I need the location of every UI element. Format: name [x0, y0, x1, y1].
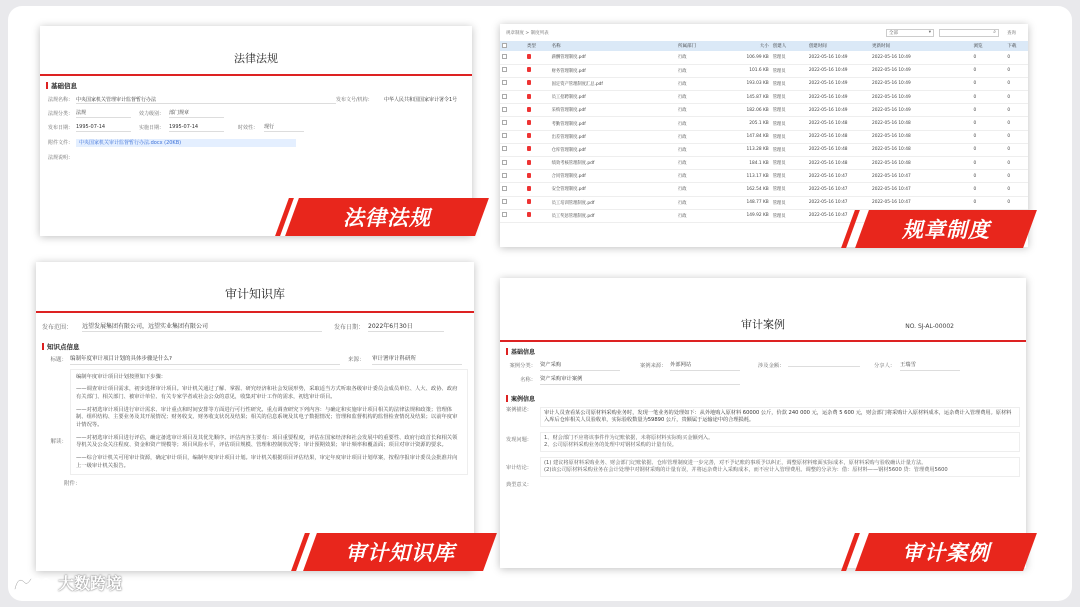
case-amount-field[interactable]: [788, 366, 860, 367]
kb-ribbon-text: 审计知识库: [345, 541, 455, 565]
row-name-cell[interactable]: 合同管理制度.pdf: [550, 170, 676, 183]
row-size-cell: 113.28 KB: [732, 143, 770, 156]
row-type-cell: [525, 209, 550, 222]
header-type[interactable]: 类型: [525, 41, 550, 51]
row-created-cell: 2022-05-16 10:47: [807, 183, 870, 196]
pdf-file-icon: [527, 160, 531, 165]
kb-topic-field[interactable]: 编制年度审计项目计划的具体步骤是什么?: [70, 356, 340, 364]
row-dept-cell: 行政: [676, 157, 732, 170]
pdf-file-icon: [527, 120, 531, 125]
kb-paragraph: ——对初选审计项目进行审计需求、审计重点和时间安排等方面进行可行性研究。重点调查研究下列内容：与确定和实施审计项目相关的法律法规和政策；管理体制、组织结构、主要业务及其开展情况；财务收支、财务收支状况及结果；相关的信息系统及其电子数据情况；管理和监督机构的监督检查情况及结果；以前年度审计情况等。: [76, 406, 458, 428]
row-size-cell: 145.87 KB: [732, 91, 770, 104]
row-created-cell: 2022-05-16 10:49: [807, 64, 870, 77]
row-dept-cell: 行政: [676, 117, 732, 130]
header-created[interactable]: 创建时间: [807, 41, 870, 51]
row-created-cell: 2022-05-16 10:47: [807, 170, 870, 183]
table-row[interactable]: [500, 51, 1028, 64]
row-select-cell[interactable]: [500, 64, 525, 77]
row-updated-cell: 2022-05-16 10:48: [870, 157, 972, 170]
row-name-cell[interactable]: 员工招聘制度.pdf: [550, 91, 676, 104]
case-type-label: 典型意义：: [506, 481, 532, 488]
row-created-cell: 2022-05-16 10:49: [807, 104, 870, 117]
rules-table: [500, 41, 1028, 223]
row-creator-cell: 管理员: [771, 77, 807, 90]
row-checkbox[interactable]: [502, 80, 507, 85]
row-dept-cell: 行政: [676, 170, 732, 183]
row-downloads-cell: 0: [1005, 77, 1028, 90]
header-name[interactable]: 名称: [550, 41, 676, 51]
laws-name-label: 法规名称：: [48, 97, 74, 104]
table-row[interactable]: [500, 143, 1028, 156]
table-row[interactable]: [500, 91, 1028, 104]
laws-section-basic: 基础信息: [46, 81, 472, 90]
kb-answer-label: 解读：: [50, 438, 67, 445]
kb-paragraph: ——综合审计机关可用审计资源，确定审计项目，编制年度审计项目计划。审计机关根据项目评估结果，审定年度审计项目计划草案，按程序报审计委员会批准并向上一级审计机关报告。: [76, 454, 458, 469]
row-downloads-cell: 0: [1005, 183, 1028, 196]
row-dept-cell: 行政: [676, 209, 732, 222]
case-card: [500, 278, 1026, 568]
case-opinion-line: (1) 建议将原材料采购业务、财会部门记账依据、仓库管理制度进一步完善，对不予记账的事项予以纠正，调整原材料账面实际成本，原材料采购与验收确认计量方法。: [544, 459, 927, 466]
laws-type-label: 法规分类：: [48, 110, 74, 117]
laws-issuer-field[interactable]: 中华人民共和国国家审计署令1号: [384, 97, 458, 104]
row-views-cell: 0: [972, 157, 1006, 170]
row-select-cell[interactable]: [500, 143, 525, 156]
row-checkbox[interactable]: [502, 120, 507, 125]
table-row[interactable]: [500, 130, 1028, 143]
pdf-file-icon: [527, 54, 531, 59]
row-size-cell: 149.92 KB: [732, 209, 770, 222]
laws-impl-label: 实施日期：: [139, 124, 165, 131]
row-type-cell: [525, 196, 550, 209]
row-created-cell: 2022-05-16 10:47: [807, 196, 870, 209]
row-dept-cell: 行政: [676, 130, 732, 143]
row-type-cell: [525, 117, 550, 130]
kb-org-field[interactable]: 远望发展集团有限公司，远望实业集团有限公司: [82, 323, 322, 332]
row-type-cell: [525, 143, 550, 156]
header-size[interactable]: 大小: [732, 41, 770, 51]
rules-search-input[interactable]: [939, 29, 999, 37]
row-views-cell: 0: [972, 143, 1006, 156]
case-ribbon: [862, 533, 1030, 571]
case-src-field[interactable]: 外部网站: [670, 362, 740, 370]
case-cat-field[interactable]: 资产采购: [540, 362, 620, 370]
row-dept-cell: 行政: [676, 77, 732, 90]
row-checkbox[interactable]: [502, 67, 507, 72]
row-select-cell[interactable]: [500, 104, 525, 117]
row-downloads-cell: 0: [1005, 64, 1028, 77]
row-created-cell: 2022-05-16 10:48: [807, 157, 870, 170]
row-creator-cell: 管理员: [771, 157, 807, 170]
case-name-label: 名称：: [520, 376, 536, 383]
pdf-file-icon: [527, 133, 531, 138]
row-name-cell[interactable]: 员工培训管理制度.pdf: [550, 196, 676, 209]
pdf-file-icon: [527, 80, 531, 85]
case-problem-item: 2、公司原材料采购业务的处理中对钢材采购的计量有误。: [544, 441, 677, 448]
row-type-cell: [525, 104, 550, 117]
table-row[interactable]: [500, 196, 1028, 209]
row-select-cell[interactable]: [500, 91, 525, 104]
row-size-cell: 193.03 KB: [732, 77, 770, 90]
kb-date-field[interactable]: 2022年6月30日: [368, 323, 444, 332]
row-type-cell: [525, 64, 550, 77]
row-checkbox[interactable]: [502, 54, 507, 59]
row-size-cell: 162.54 KB: [732, 183, 770, 196]
kb-paragraph: ——调查审计项目需求，初步选择审计项目。审计机关通过了解、掌握、研究经济和社会发展形势，采取适当方式听取各级审计委员会成员单位、人大、政协、政府有关部门、相关部门、被审计单位、有关专家学者或社会公众的意见，收集对审计工作的需求，初选审计项目。: [76, 386, 458, 400]
table-row[interactable]: [500, 157, 1028, 170]
row-creator-cell: 管理员: [771, 209, 807, 222]
case-problem-field[interactable]: [540, 432, 1020, 452]
row-downloads-cell: 0: [1005, 104, 1028, 117]
row-size-cell: 184.1 KB: [732, 157, 770, 170]
row-select-cell[interactable]: [500, 209, 525, 222]
row-checkbox[interactable]: [502, 133, 507, 138]
laws-issuer-label: 发布文号/机构：: [336, 97, 373, 104]
laws-name-field[interactable]: 中央国家机关管理审计监督暂行办法: [76, 97, 336, 105]
laws-impl-field[interactable]: 1995-07-14: [169, 124, 224, 132]
row-name-cell[interactable]: 仓库管理制度.pdf: [550, 143, 676, 156]
header-downloads[interactable]: 下载: [1005, 41, 1028, 51]
case-opinion-field[interactable]: [540, 457, 1020, 477]
row-select-cell[interactable]: [500, 117, 525, 130]
row-select-cell[interactable]: [500, 170, 525, 183]
row-name-cell[interactable]: 安全管理制度.pdf: [550, 183, 676, 196]
kb-source-label: 来源：: [348, 356, 365, 363]
row-views-cell: 0: [972, 51, 1006, 64]
kb-title: 审计知识库: [224, 287, 285, 301]
row-checkbox[interactable]: [502, 173, 507, 178]
pdf-file-icon: [527, 67, 531, 72]
row-created-cell: 2022-05-16 10:48: [807, 130, 870, 143]
laws-title: 法律法规: [234, 52, 278, 65]
chevron-down-icon: ▾: [928, 30, 931, 35]
laws-desc-label: 法规说明：: [48, 154, 74, 161]
kb-attach-label: 附件：: [64, 481, 81, 488]
row-name-cell[interactable]: 考勤管理制度.pdf: [550, 117, 676, 130]
row-creator-cell: 管理员: [771, 170, 807, 183]
case-opinion-label: 审计结论：: [506, 464, 532, 471]
row-type-cell: [525, 130, 550, 143]
laws-status-label: 时效性：: [238, 124, 259, 131]
pdf-file-icon: [527, 199, 531, 204]
case-amount-label: 涉及金额：: [758, 362, 785, 369]
row-created-cell: 2022-05-16 10:48: [807, 143, 870, 156]
laws-file-label: 附件文件：: [48, 139, 74, 146]
row-type-cell: [525, 170, 550, 183]
row-name-cell[interactable]: 采购管理制度.pdf: [550, 104, 676, 117]
row-views-cell: 0: [972, 64, 1006, 77]
row-views-cell: 0: [972, 117, 1006, 130]
row-name-cell[interactable]: 绩效考核管理制度.pdf: [550, 157, 676, 170]
table-row[interactable]: [500, 170, 1028, 183]
row-creator-cell: 管理员: [771, 51, 807, 64]
row-select-cell[interactable]: [500, 196, 525, 209]
laws-date-field[interactable]: 1995-07-14: [76, 124, 131, 132]
row-type-cell: [525, 77, 550, 90]
select-all-checkbox[interactable]: [502, 43, 507, 48]
row-type-cell: [525, 183, 550, 196]
laws-file-link[interactable]: 中央国家机关审计监督暂行办法.docx (20KB): [76, 139, 296, 148]
row-downloads-cell: 0: [1005, 196, 1028, 209]
row-created-cell: 2022-05-16 10:49: [807, 51, 870, 64]
rules-breadcrumb[interactable]: 规章制度 > 制度列表: [506, 30, 549, 36]
row-checkbox[interactable]: [502, 186, 507, 191]
case-name-field[interactable]: 资产采购审计案例: [540, 376, 740, 384]
table-row[interactable]: [500, 104, 1028, 117]
case-opinion-line: (2)该公司原材料采购业务在会计处理中对钢材采购的计量有误，并将运杂费计入采购成本，而不应计入管理费用。调整的分录为：借：原材料——钢材5600 贷：管理费用5600: [544, 466, 948, 473]
pdf-file-icon: [527, 107, 531, 112]
row-views-cell: 0: [972, 104, 1006, 117]
row-downloads-cell: 0: [1005, 143, 1028, 156]
row-size-cell: 182.06 KB: [732, 104, 770, 117]
brand-logo-icon: [12, 573, 52, 593]
row-dept-cell: 行政: [676, 104, 732, 117]
case-title-divider: [500, 340, 1026, 342]
row-creator-cell: 管理员: [771, 91, 807, 104]
row-dept-cell: 行政: [676, 143, 732, 156]
kb-paragraph: 编制年度审计项目计划按照如下步骤：: [76, 373, 167, 380]
laws-status-field[interactable]: 现行: [264, 124, 304, 132]
row-updated-cell: 2022-05-16 10:47: [870, 196, 972, 209]
case-src-label: 案例来源：: [640, 362, 667, 369]
row-checkbox[interactable]: [502, 94, 507, 99]
pdf-file-icon: [527, 146, 531, 151]
case-summary-label: 案例描述：: [506, 406, 532, 413]
row-views-cell: 0: [972, 170, 1006, 183]
case-section-detail: 案例信息: [506, 394, 1026, 403]
row-size-cell: 106.99 KB: [732, 51, 770, 64]
row-updated-cell: 2022-05-16 10:49: [870, 51, 972, 64]
row-name-cell[interactable]: 固定资产管理制度汇总.pdf: [550, 77, 676, 90]
table-row[interactable]: [500, 183, 1028, 196]
row-dept-cell: 行政: [676, 51, 732, 64]
laws-title-divider: [40, 74, 472, 76]
kb-topic-label: 标题：: [50, 356, 67, 363]
row-updated-cell: 2022-05-16 10:47: [870, 183, 972, 196]
row-downloads-cell: 0: [1005, 130, 1028, 143]
pdf-file-icon: [527, 212, 531, 217]
row-checkbox[interactable]: [502, 146, 507, 151]
table-row[interactable]: [500, 77, 1028, 90]
row-creator-cell: 管理员: [771, 143, 807, 156]
laws-level-field[interactable]: 部门规章: [169, 110, 224, 118]
table-row[interactable]: [500, 117, 1028, 130]
laws-ribbon-text: 法律法规: [343, 206, 431, 230]
row-downloads-cell: 0: [1005, 117, 1028, 130]
case-problem-label: 发现问题：: [506, 436, 532, 443]
header-views[interactable]: 浏览: [972, 41, 1006, 51]
row-size-cell: 148.77 KB: [732, 196, 770, 209]
case-cat-label: 案例分类：: [509, 362, 536, 369]
case-problem-item: 1、财会部门不应将该事件作为记账依据，未将原材料实际购买金额列入。: [544, 434, 714, 441]
row-downloads-cell: 0: [1005, 51, 1028, 64]
kb-answer-box[interactable]: [70, 369, 468, 476]
row-name-cell[interactable]: 薪酬管理制度.pdf: [550, 51, 676, 64]
row-size-cell: 101.6 KB: [732, 64, 770, 77]
pdf-file-icon: [527, 173, 531, 178]
row-dept-cell: 行政: [676, 183, 732, 196]
rules-filter-select[interactable]: [886, 29, 934, 37]
kb-paragraph: ——对初选审计项目进行评估，确定备选审计项目及其优先顺序。评估内容主要有：项目重要程度，评估在国家经济和社会发展中的重要性、政府行政首长和相关领导机关及公众关注程度、资金和资产规模等；项目风险水平，评估项目规模、管理和控制状况等；审计预期效果；审计频率和覆盖面；项目对审计资源的要求。: [76, 434, 458, 449]
row-updated-cell: 2022-05-16 10:48: [870, 143, 972, 156]
header-select-all[interactable]: [500, 41, 525, 51]
row-size-cell: 113.17 KB: [732, 170, 770, 183]
header-updated[interactable]: 更新时间: [870, 41, 972, 51]
row-checkbox[interactable]: [502, 160, 507, 165]
row-select-cell[interactable]: [500, 130, 525, 143]
row-select-cell[interactable]: [500, 157, 525, 170]
row-size-cell: 147.84 KB: [732, 130, 770, 143]
kb-source-field[interactable]: 审计署审计科研所: [372, 356, 462, 364]
row-dept-cell: 行政: [676, 64, 732, 77]
row-dept-cell: 行政: [676, 196, 732, 209]
kb-card: [36, 262, 474, 571]
case-summary-field[interactable]: 审计人员查看某公司原材料采购业务时，发现一笔业务的处理如下：从外地购入原材料 60000 公斤，价款 240 000 元，运杂费 5 600 元，财会部门将采购计入原材料成本，运杂费计入管理费用。原材料入库后仓库相关人员验收单，实际验收数量为59890 公斤，贵额属于运输途中的合理损耗。: [540, 407, 1020, 427]
row-updated-cell: 2022-05-16 10:49: [870, 91, 972, 104]
row-creator-cell: 管理员: [771, 117, 807, 130]
brand-watermark: [12, 571, 122, 594]
row-creator-cell: 管理员: [771, 64, 807, 77]
row-views-cell: 0: [972, 183, 1006, 196]
table-row[interactable]: [500, 64, 1028, 77]
kb-date-label: 发布日期：: [334, 323, 365, 331]
row-views-cell: 0: [972, 77, 1006, 90]
row-select-cell[interactable]: [500, 77, 525, 90]
case-section-basic: 基础信息: [506, 347, 1026, 356]
row-type-cell: [525, 91, 550, 104]
row-select-cell[interactable]: [500, 51, 525, 64]
row-updated-cell: 2022-05-16 10:48: [870, 117, 972, 130]
row-checkbox[interactable]: [502, 199, 507, 204]
header-dept[interactable]: 所属部门: [676, 41, 732, 51]
row-name-cell[interactable]: 财务管理制度.pdf: [550, 64, 676, 77]
kb-section: 知识点信息: [42, 342, 474, 351]
row-created-cell: 2022-05-16 10:49: [807, 77, 870, 90]
row-creator-cell: 管理员: [771, 130, 807, 143]
header-creator[interactable]: 创建人: [771, 41, 807, 51]
row-updated-cell: 2022-05-16 10:48: [870, 130, 972, 143]
row-created-cell: 2022-05-16 10:49: [807, 91, 870, 104]
row-type-cell: [525, 51, 550, 64]
row-created-cell: 2022-05-16 10:47: [807, 209, 870, 222]
row-creator-cell: 管理员: [771, 104, 807, 117]
case-person-field[interactable]: 王瑞雪: [900, 362, 960, 370]
pdf-file-icon: [527, 186, 531, 191]
row-creator-cell: 管理员: [771, 196, 807, 209]
laws-type-field[interactable]: 法规: [76, 110, 131, 118]
case-person-label: 分享人：: [874, 362, 896, 369]
case-title: 审计案例: [741, 318, 785, 331]
row-checkbox[interactable]: [502, 107, 507, 112]
row-type-cell: [525, 157, 550, 170]
row-creator-cell: 管理员: [771, 183, 807, 196]
rules-table-header: [500, 41, 1028, 51]
search-icon: ⌕: [993, 28, 996, 35]
rules-ribbon: [862, 210, 1030, 248]
rules-search-button[interactable]: 查询: [1007, 30, 1016, 36]
case-ribbon-text: 审计案例: [902, 541, 990, 565]
kb-ribbon: [310, 533, 490, 571]
laws-ribbon: [292, 198, 482, 236]
row-views-cell: 0: [972, 91, 1006, 104]
row-name-cell[interactable]: 出差管理制度.pdf: [550, 130, 676, 143]
row-updated-cell: 2022-05-16 10:47: [870, 170, 972, 183]
row-updated-cell: 2022-05-16 10:49: [870, 77, 972, 90]
rules-filter-value: 全部: [889, 30, 898, 36]
row-select-cell[interactable]: [500, 183, 525, 196]
row-dept-cell: 行政: [676, 91, 732, 104]
row-downloads-cell: 0: [1005, 157, 1028, 170]
row-downloads-cell: 0: [1005, 170, 1028, 183]
row-created-cell: 2022-05-16 10:48: [807, 117, 870, 130]
laws-date-label: 发布日期：: [48, 124, 74, 131]
row-updated-cell: 2022-05-16 10:49: [870, 64, 972, 77]
brand-name: 大数跨境: [58, 574, 123, 593]
row-downloads-cell: 0: [1005, 91, 1028, 104]
row-views-cell: 0: [972, 196, 1006, 209]
row-size-cell: 205.1 KB: [732, 117, 770, 130]
row-updated-cell: 2022-05-16 10:49: [870, 104, 972, 117]
row-name-cell[interactable]: 员工奖惩管理制度.pdf: [550, 209, 676, 222]
row-checkbox[interactable]: [502, 212, 507, 217]
pdf-file-icon: [527, 94, 531, 99]
row-views-cell: 0: [972, 130, 1006, 143]
kb-org-label: 发布范围：: [42, 323, 73, 331]
rules-ribbon-text: 规章制度: [902, 218, 990, 242]
case-number: NO. SJ-AL-00002: [905, 323, 954, 330]
laws-level-label: 效力级别：: [139, 110, 165, 117]
